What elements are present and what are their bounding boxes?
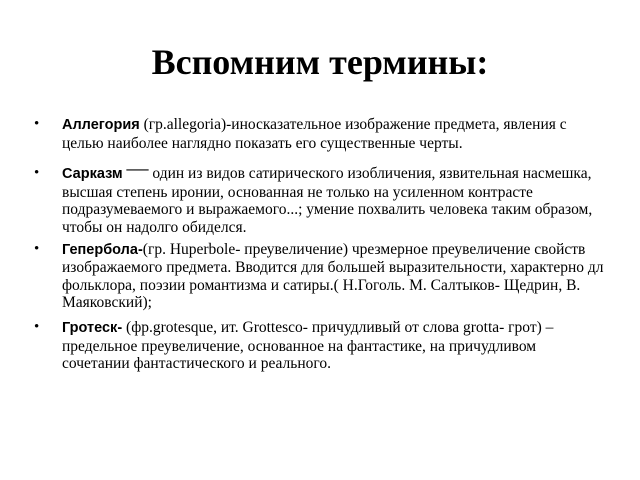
definition-allegory: (гр.allegoria)-иносказательное изображение предмета, явления с целью наиболее наглядно показать его существенные черты.	[62, 116, 567, 152]
term-hyperbole: Гепербола-	[62, 241, 143, 258]
term-allegory: Аллегория	[62, 117, 140, 133]
bullet-dot: •	[34, 318, 40, 335]
bullet-dot: •	[34, 240, 40, 257]
em-dash: —	[126, 155, 149, 181]
list-item-hyperbole	[32, 241, 607, 312]
bullet-dot: •	[34, 116, 40, 132]
slide-title: Вспомним термины:	[151, 42, 489, 82]
list-item-grotesque	[32, 319, 607, 373]
terms-list	[32, 116, 607, 386]
list-item-sarcasm	[32, 155, 607, 236]
bullet-dot: •	[34, 165, 40, 182]
definition-sarcasm: один из видов сатирического изобличения, язвительная насмешка, высшая степень иронии, основанная не только на усиленном контрасте подразумеваемого и выражаемого...; умение похвалить человека таким образом, чтобы он надолго обиделся.	[62, 165, 593, 236]
term-sarcasm: Сарказм	[62, 166, 123, 183]
definition-hyperbole: (гр. Huperbole- преувеличение) чрезмерное преувеличение свойств изображаемого предмета. Вводится для большей выразительности, характерно дл фольклора, поэзии романтизма и сатиры.( Н.Гоголь. М. Салтыков- Щедрин, В. Маяковский);	[62, 240, 604, 312]
definition-grotesque: (фр.grotesque, ит. Grottesco- причудливый от слова grotta- грот) – предельное преувеличение, основанное на фантастике, на причудливом сочетании фантастического и реального.	[62, 318, 554, 373]
list-item-allegory	[32, 116, 607, 152]
term-grotesque: Гротеск-	[62, 319, 123, 336]
